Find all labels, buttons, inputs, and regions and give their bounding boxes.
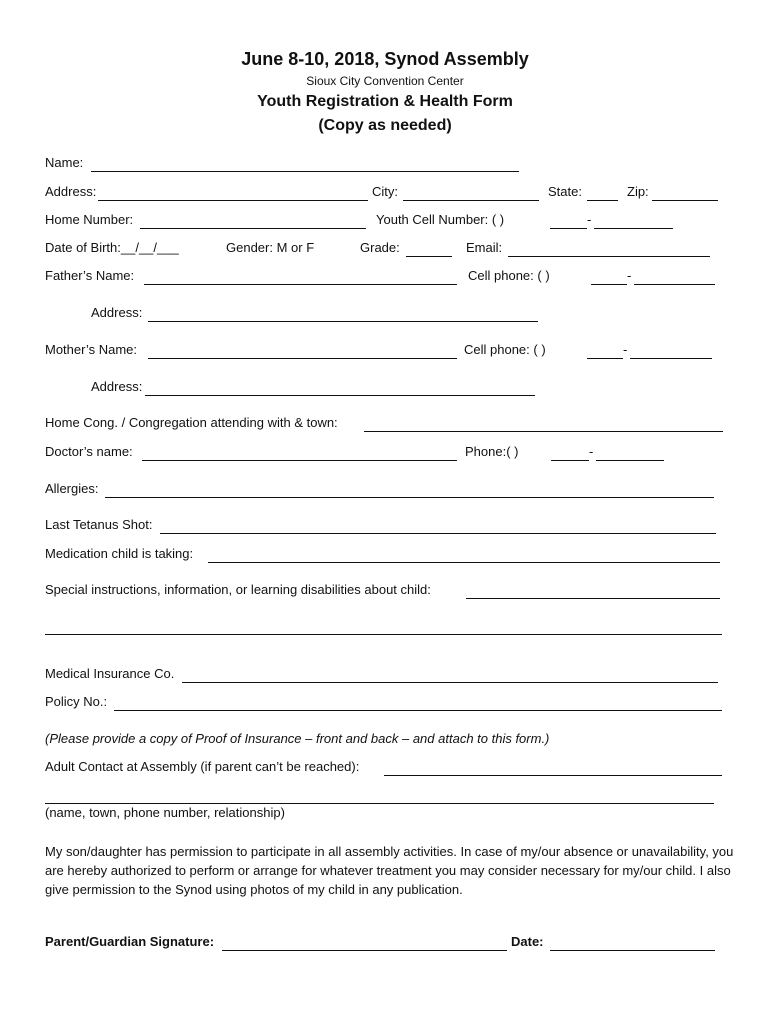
father-cell-number[interactable]: [634, 284, 715, 285]
venue: Sioux City Convention Center: [306, 74, 464, 88]
youth-cell-label: Youth Cell Number: ( ): [376, 212, 505, 227]
email-label: Email:: [466, 240, 503, 255]
policy-field[interactable]: [114, 710, 722, 711]
name-label: Name:: [45, 155, 84, 170]
doctor-label: Doctor’s name:: [45, 444, 133, 459]
zip-field[interactable]: [652, 200, 718, 201]
youth-cell-prefix[interactable]: [550, 228, 587, 229]
form-title: Youth Registration & Health Form: [257, 93, 513, 110]
father-name-field[interactable]: [144, 284, 457, 285]
insurance-field[interactable]: [182, 682, 718, 683]
state-field[interactable]: [587, 200, 618, 201]
adult-contact-label: Adult Contact at Assembly (if parent can’t be reached):: [45, 759, 360, 774]
home-number-field[interactable]: [140, 228, 366, 229]
city-label: City:: [372, 184, 398, 199]
policy-label: Policy No.:: [45, 694, 108, 709]
city-field[interactable]: [403, 200, 539, 201]
home-cong-label: Home Cong. / Congregation attending with & town:: [45, 415, 338, 430]
signature-label: Parent/Guardian Signature:: [45, 934, 215, 949]
gender-label[interactable]: Gender: M or F: [226, 240, 315, 255]
grade-field[interactable]: [406, 256, 452, 257]
tetanus-label: Last Tetanus Shot:: [45, 517, 153, 532]
tetanus-field[interactable]: [160, 533, 716, 534]
insurance-label: Medical Insurance Co.: [45, 666, 175, 681]
mother-cell-label: Cell phone: ( ): [464, 342, 546, 357]
doctor-field[interactable]: [142, 460, 457, 461]
signature-field[interactable]: [222, 950, 507, 951]
address-label: Address:: [45, 184, 97, 199]
medication-field[interactable]: [208, 562, 720, 563]
copy-note: (Copy as needed): [318, 117, 452, 134]
special-field-line-2[interactable]: [45, 634, 722, 635]
allergies-label: Allergies:: [45, 481, 99, 496]
email-field[interactable]: [508, 256, 710, 257]
permission-paragraph: My son/daughter has permission to participate in all assembly activities. In case of my/our absence or unavailability, you are hereby authorized to perform or arrange for whatever treatment you may consider necessary for my/our child. I also give permission to the Synod using photos of my child in any publication.: [45, 844, 734, 897]
date-field[interactable]: [550, 950, 715, 951]
father-address-label: Address:: [91, 305, 143, 320]
youth-cell-number[interactable]: [594, 228, 673, 229]
home-number-label: Home Number:: [45, 212, 134, 227]
mother-name-field[interactable]: [148, 358, 457, 359]
father-address-field[interactable]: [148, 321, 538, 322]
insurance-note: (Please provide a copy of Proof of Insurance – front and back – and attach to this form.): [45, 731, 550, 746]
father-cell-prefix[interactable]: [591, 284, 627, 285]
contact-hint: (name, town, phone number, relationship): [45, 805, 285, 820]
mother-address-label: Address:: [91, 379, 143, 394]
grade-label: Grade:: [360, 240, 400, 255]
mother-cell-prefix[interactable]: [587, 358, 623, 359]
doctor-phone-number[interactable]: [596, 460, 664, 461]
event-title: June 8-10, 2018, Synod Assembly: [241, 49, 529, 69]
adult-contact-field-line-2[interactable]: [45, 803, 714, 804]
adult-contact-field[interactable]: [384, 775, 722, 776]
special-label: Special instructions, information, or learning disabilities about child:: [45, 582, 431, 597]
allergies-field[interactable]: [105, 497, 714, 498]
doctor-phone-prefix[interactable]: [551, 460, 589, 461]
address-field[interactable]: [98, 200, 368, 201]
date-label: Date:: [511, 934, 544, 949]
medication-label: Medication child is taking:: [45, 546, 194, 561]
zip-label: Zip:: [627, 184, 649, 199]
mother-cell-number[interactable]: [630, 358, 712, 359]
dob-label[interactable]: Date of Birth:__/__/___: [45, 240, 179, 255]
father-cell-label: Cell phone: ( ): [468, 268, 550, 283]
state-label: State:: [548, 184, 582, 199]
father-name-label: Father’s Name:: [45, 268, 135, 283]
home-cong-field[interactable]: [364, 431, 723, 432]
doctor-phone-label: Phone:( ): [465, 444, 519, 459]
mother-address-field[interactable]: [145, 395, 535, 396]
name-field[interactable]: [91, 171, 519, 172]
mother-name-label: Mother’s Name:: [45, 342, 137, 357]
special-field[interactable]: [466, 598, 720, 599]
